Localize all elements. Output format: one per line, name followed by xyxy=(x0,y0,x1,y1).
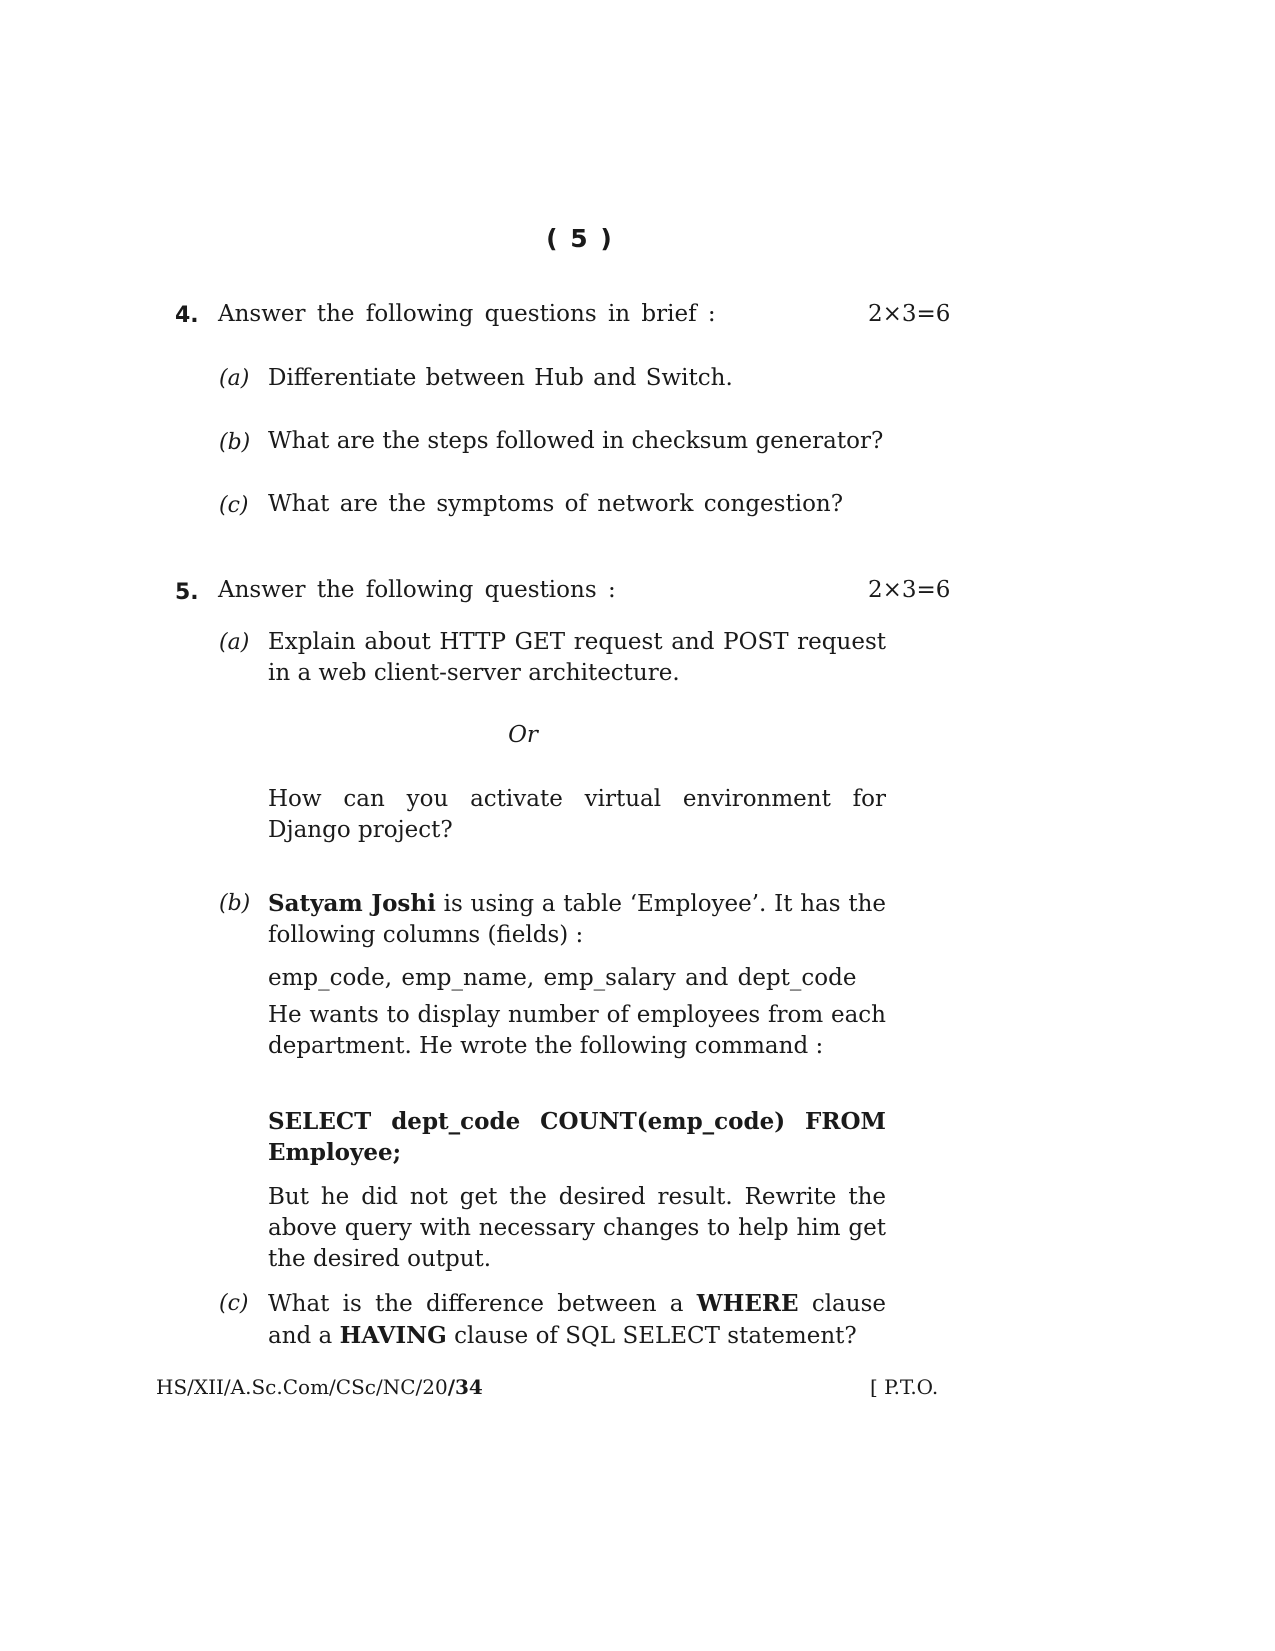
question-5-marks: 2×3=6 xyxy=(868,577,951,603)
q4-c-text: What are the symptoms of network congestion? xyxy=(268,491,844,517)
q5-b-description: He wants to display number of employees from each department. He wrote the following command : xyxy=(268,1002,886,1059)
q5-b-task: But he did not get the desired result. Rewrite the above query with necessary changes to help him get the desired output. xyxy=(268,1184,886,1272)
q5-b-columns: emp_code, emp_name, emp_salary and dept_code xyxy=(268,965,857,991)
pto-note: [ P.T.O. xyxy=(870,1375,939,1399)
keyword-where: WHERE xyxy=(696,1290,799,1317)
sql-code-line-2: Employee; xyxy=(268,1139,402,1166)
sql-code-line-1: SELECT dept_code COUNT(emp_code) FROM xyxy=(268,1108,886,1135)
question-4-number: 4. xyxy=(175,303,199,328)
q5-c-text-part2: clause and a xyxy=(268,1291,886,1349)
question-5-number: 5. xyxy=(175,580,199,605)
sql-code-block xyxy=(268,1106,886,1168)
question-4-marks: 2×3=6 xyxy=(868,301,951,327)
q4-a-label: (a) xyxy=(219,366,250,391)
keyword-having: HAVING xyxy=(339,1322,447,1349)
q5-a-alternative: How can you activate virtual environment for Django project? xyxy=(268,786,886,843)
q4-a-text: Differentiate between Hub and Switch. xyxy=(268,365,733,391)
q5-c-text-part1: What is the difference between a xyxy=(268,1291,697,1317)
q5-c-text xyxy=(268,1288,886,1352)
q5-b-intro-text: is using a table ‘Employee’. It has the following columns (fields) : xyxy=(268,891,886,948)
q5-c-text-part3: clause of SQL SELECT statement? xyxy=(446,1323,857,1349)
q5-a-label: (a) xyxy=(219,630,250,655)
paper-code xyxy=(156,1375,483,1399)
or-separator: Or xyxy=(508,722,538,748)
question-5-prompt: Answer the following questions : xyxy=(218,577,616,603)
q5-a-text: Explain about HTTP GET request and POST request in a web client-server architecture. xyxy=(268,629,886,686)
paper-code-bold: /34 xyxy=(447,1375,483,1399)
q4-b-text: What are the steps followed in checksum generator? xyxy=(268,428,884,454)
q4-c-label: (c) xyxy=(219,493,249,518)
q4-b-label: (b) xyxy=(219,430,251,455)
q5-c-label: (c) xyxy=(219,1291,249,1316)
q5-b-label: (b) xyxy=(219,891,251,916)
question-4-prompt: Answer the following questions in brief : xyxy=(218,301,716,327)
q5-b-intro xyxy=(268,888,886,951)
paper-code-text: HS/XII/A.Sc.Com/CSc/NC/20 xyxy=(156,1375,448,1399)
person-name: Satyam Joshi xyxy=(268,890,436,917)
page-number: ( 5 ) xyxy=(546,224,614,253)
